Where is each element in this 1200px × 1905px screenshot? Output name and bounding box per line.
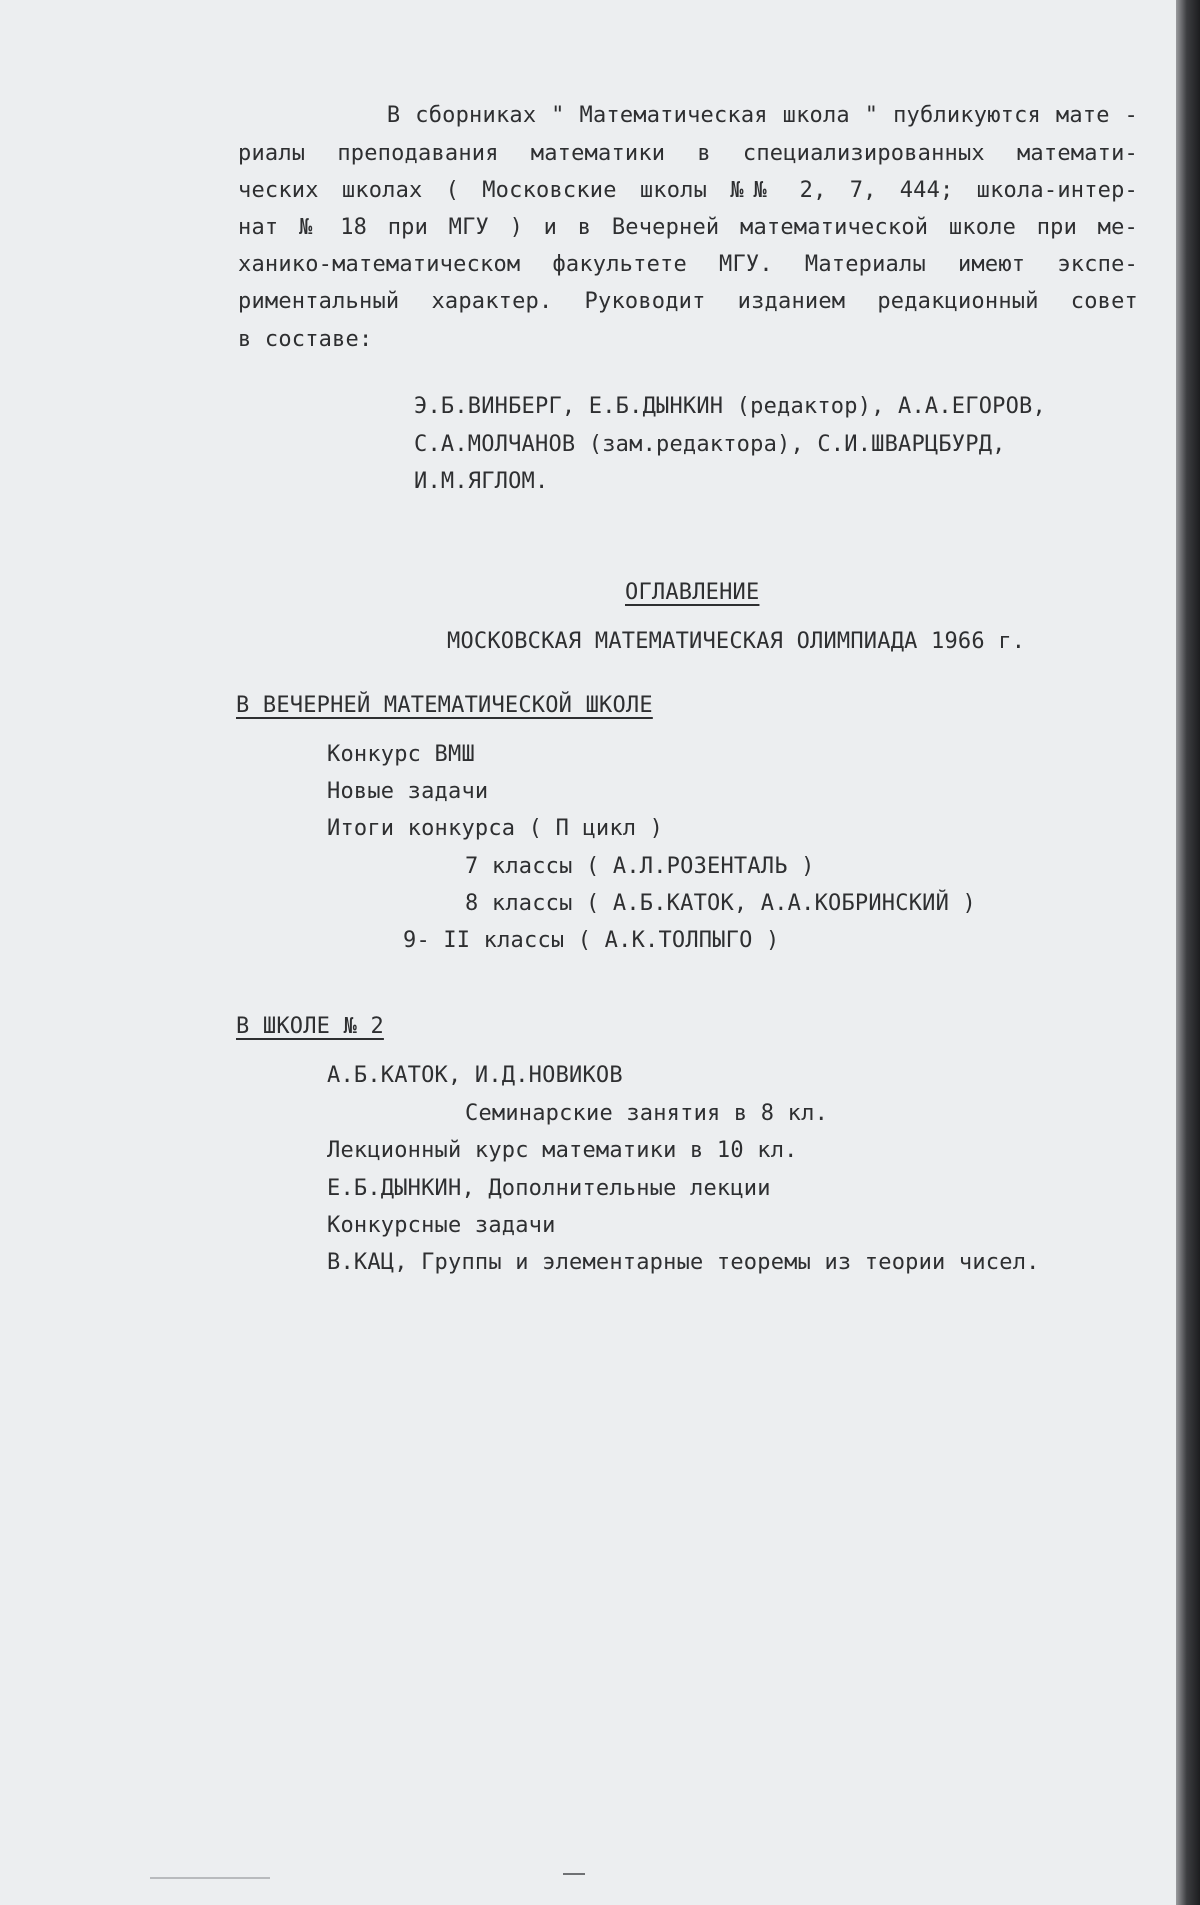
- section-title-evening-school: В ВЕЧЕРНЕЙ МАТЕМАТИЧЕСКОЙ ШКОЛЕ: [236, 693, 653, 718]
- toc-item: 8 классы ( А.Б.КАТОК, А.А.КОБРИНСКИЙ ): [465, 891, 976, 916]
- scan-smudge: [150, 1877, 270, 1879]
- toc-item: Е.Б.ДЫНКИН, Дополнительные лекции: [327, 1176, 771, 1201]
- board-line: С.А.МОЛЧАНОВ (зам.редактора), С.И.ШВАРЦБУРД,: [414, 432, 1006, 457]
- intro-line: риалы преподавания математики в специализированных математи-: [238, 141, 1138, 166]
- toc-item: Семинарские занятия в 8 кл.: [465, 1101, 829, 1126]
- intro-line: нат № 18 при МГУ ) и в Вечерней математической школе при ме-: [238, 215, 1138, 240]
- board-line: Э.Б.ВИНБЕРГ, Е.Б.ДЫНКИН (редактор), А.А.ЕГОРОВ,: [414, 394, 1046, 419]
- intro-line: риментальный характер. Руководит изданием редакционный совет: [238, 289, 1138, 314]
- toc-item: 7 классы ( А.Л.РОЗЕНТАЛЬ ): [465, 854, 815, 879]
- intro-line: ческих школах ( Московские школы №№ 2, 7, 444; школа-интер-: [238, 178, 1138, 203]
- intro-line: ханико-математическом факультете МГУ. Материалы имеют экспе-: [238, 252, 1138, 277]
- intro-line: В сборниках " Математическая школа " публикуются мате -: [238, 103, 1138, 128]
- toc-subheading: МОСКОВСКАЯ МАТЕМАТИЧЕСКАЯ ОЛИМПИАДА 1966 г.: [447, 629, 1026, 654]
- toc-item: Лекционный курс математики в 10 кл.: [327, 1138, 798, 1163]
- toc-item: В.КАЦ, Группы и элементарные теоремы из теории чисел.: [327, 1250, 1040, 1275]
- toc-item: Конкурсные задачи: [327, 1213, 556, 1238]
- scan-smudge: [563, 1873, 585, 1875]
- page-edge-shadow: [1176, 0, 1200, 1905]
- toc-item: А.Б.КАТОК, И.Д.НОВИКОВ: [327, 1063, 623, 1088]
- board-line: И.М.ЯГЛОМ.: [414, 469, 549, 494]
- toc-heading: ОГЛАВЛЕНИЕ: [625, 580, 760, 605]
- toc-item: Новые задачи: [327, 779, 489, 804]
- toc-item: 9- II классы ( А.К.ТОЛПЫГО ): [403, 928, 780, 953]
- intro-line: в составе:: [238, 327, 373, 352]
- toc-item: Конкурс ВМШ: [327, 742, 475, 767]
- toc-item: Итоги конкурса ( П цикл ): [327, 816, 664, 841]
- section-title-school-2: В ШКОЛЕ № 2: [236, 1014, 384, 1039]
